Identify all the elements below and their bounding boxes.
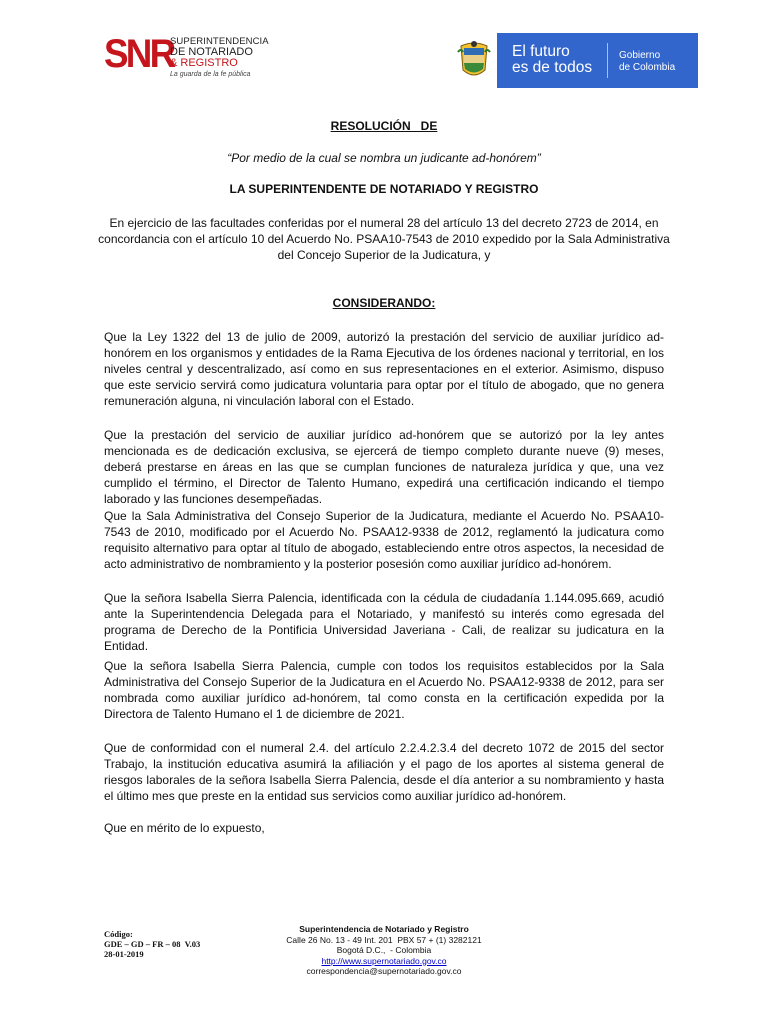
- gov-name-line-2: de Colombia: [619, 61, 676, 73]
- preamble-paragraph: En ejercicio de las facultades conferidas por el numeral 28 del artículo 13 del decreto 2723 de 2014, en concordancia con el artículo 10 del Acuerdo No. PSAA10-7543 de 2010 expedido por la Sala Administrativa del Concejo Superior de la Judicatura, y: [98, 216, 670, 262]
- snr-logo: [104, 30, 274, 80]
- footer-email[interactable]: correspondencia@supernotariado.gov.co: [306, 966, 462, 977]
- footer-code-date: 28-01-2019: [104, 949, 144, 959]
- gobierno-colombia-logo: [451, 33, 698, 88]
- resolution-subtitle: “Por medio de la cual se nombra un judicante ad-honórem”: [227, 151, 541, 165]
- gov-slogan-line-2: es de todos: [512, 59, 593, 76]
- considerando-paragraph: Que la Ley 1322 del 13 de julio de 2009, autorizó la prestación del servicio de auxiliar jurídico ad-honórem en los organismos y entidades de la Rama Ejecutiva de los órdenes nacional y territorial, en los niveles central y descentralizado, así como en sus representaciones en el exterior. Asimismo, dispuso que este servicio servirá como judicatura voluntaria para optar por el título de abogado, que no genera remuneración alguna, ni vinculación laboral con el Estado.: [104, 330, 664, 409]
- considerando-paragraph: Que la prestación del servicio de auxiliar jurídico ad-honórem que se autorizó por la ley antes mencionada es de dedicación exclusiva, se ejercerá de tiempo completo durante nueve (9) meses, deberá prestarse en áreas en las que se cumplan funciones de naturaleza jurídica y que, una vez cumplido el término, el Director de Talento Humano, expedirá una certificación indicando el tiempo laborado y las funciones desempeñadas.: [104, 428, 664, 507]
- gov-slogan: [512, 44, 592, 76]
- snr-line-3: & REGISTRO: [170, 57, 238, 69]
- snr-tagline: La guarda de la fe pública: [170, 71, 251, 78]
- considerando-paragraph: Que la señora Isabella Sierra Palencia, cumple con todos los requisitos establecidos por la Sala Administrativa del Consejo Superior de la Judicatura en el Acuerdo No. PSAA12-9338 de 2012, para ser nombrada como auxiliar jurídico ad-honórem, tal como consta en la certificación expedida por la Directora de Talento Humano el 1 de diciembre de 2021.: [104, 659, 664, 722]
- gov-name: [619, 50, 675, 73]
- issuing-authority: LA SUPERINTENDENTE DE NOTARIADO Y REGISTRO: [229, 182, 539, 196]
- footer-document-code: [104, 929, 200, 959]
- footer-org-name: Superintendencia de Notariado y Registro: [299, 924, 469, 934]
- considerando-paragraph: Que la Sala Administrativa del Consejo Superior de la Judicatura, mediante el Acuerdo No. PSAA10-7543 de 2010, modificado por el Acuerdo No. PSAA12-9338 de 2012, reglamentó la judicatura como requisito alternativo para optar al título de abogado, estableciendo entre otros aspectos, la necesidad de acto administrativo de nombramiento y la posterior posesión como auxiliar jurídico ad-honórem.: [104, 509, 664, 572]
- footer-code-value: GDE – GD – FR – 08 V.03: [104, 939, 201, 949]
- considerando-heading: CONSIDERANDO:: [332, 296, 436, 310]
- footer-code-label: Código:: [104, 929, 133, 939]
- gov-slogan-line-1: El futuro: [512, 43, 570, 60]
- footer-address: [228, 924, 540, 977]
- snr-line-1: SUPERINTENDENCIA: [170, 36, 269, 47]
- snr-logo-letters: SNR: [104, 32, 174, 76]
- considerando-paragraph: Que en mérito de lo expuesto,: [104, 821, 265, 835]
- considerando-paragraph: Que de conformidad con el numeral 2.4. del artículo 2.2.4.2.3.4 del decreto 1072 de 2015 del sector Trabajo, la institución educativa asumirá la afiliación y el pago de los aportes al sistema general de riesgos laborales de la señora Isabella Sierra Palencia, desde el día anterior a su nombramiento y hasta el último mes que preste en la entidad sus servicios como auxiliar jurídico ad-honórem.: [104, 741, 664, 804]
- gov-divider: [607, 43, 608, 78]
- resolution-title: RESOLUCIÓN DE: [330, 119, 438, 133]
- considerando-paragraph: Que la señora Isabella Sierra Palencia, identificada con la cédula de ciudadanía 1.144.095.669, acudió ante la Superintendencia Delegada para el Notariado, y manifestó su interés como egresada del programa de Derecho de la Pontificia Universidad Javeriana - Cali, de realizar su judicatura en la Entidad.: [104, 591, 664, 654]
- gov-name-line-1: Gobierno: [619, 50, 661, 61]
- coat-of-arms-icon: [451, 33, 497, 88]
- snr-logo-text: [170, 36, 269, 80]
- footer-website-link[interactable]: http://www.supernotariado.gov.co: [321, 955, 447, 966]
- footer-city: Bogotá D.C., - Colombia: [336, 945, 432, 956]
- snr-line-2: DE NOTARIADO: [170, 46, 253, 58]
- footer-street-address: Calle 26 No. 13 - 49 Int. 201 PBX 57 + (1) 3282121: [286, 934, 482, 945]
